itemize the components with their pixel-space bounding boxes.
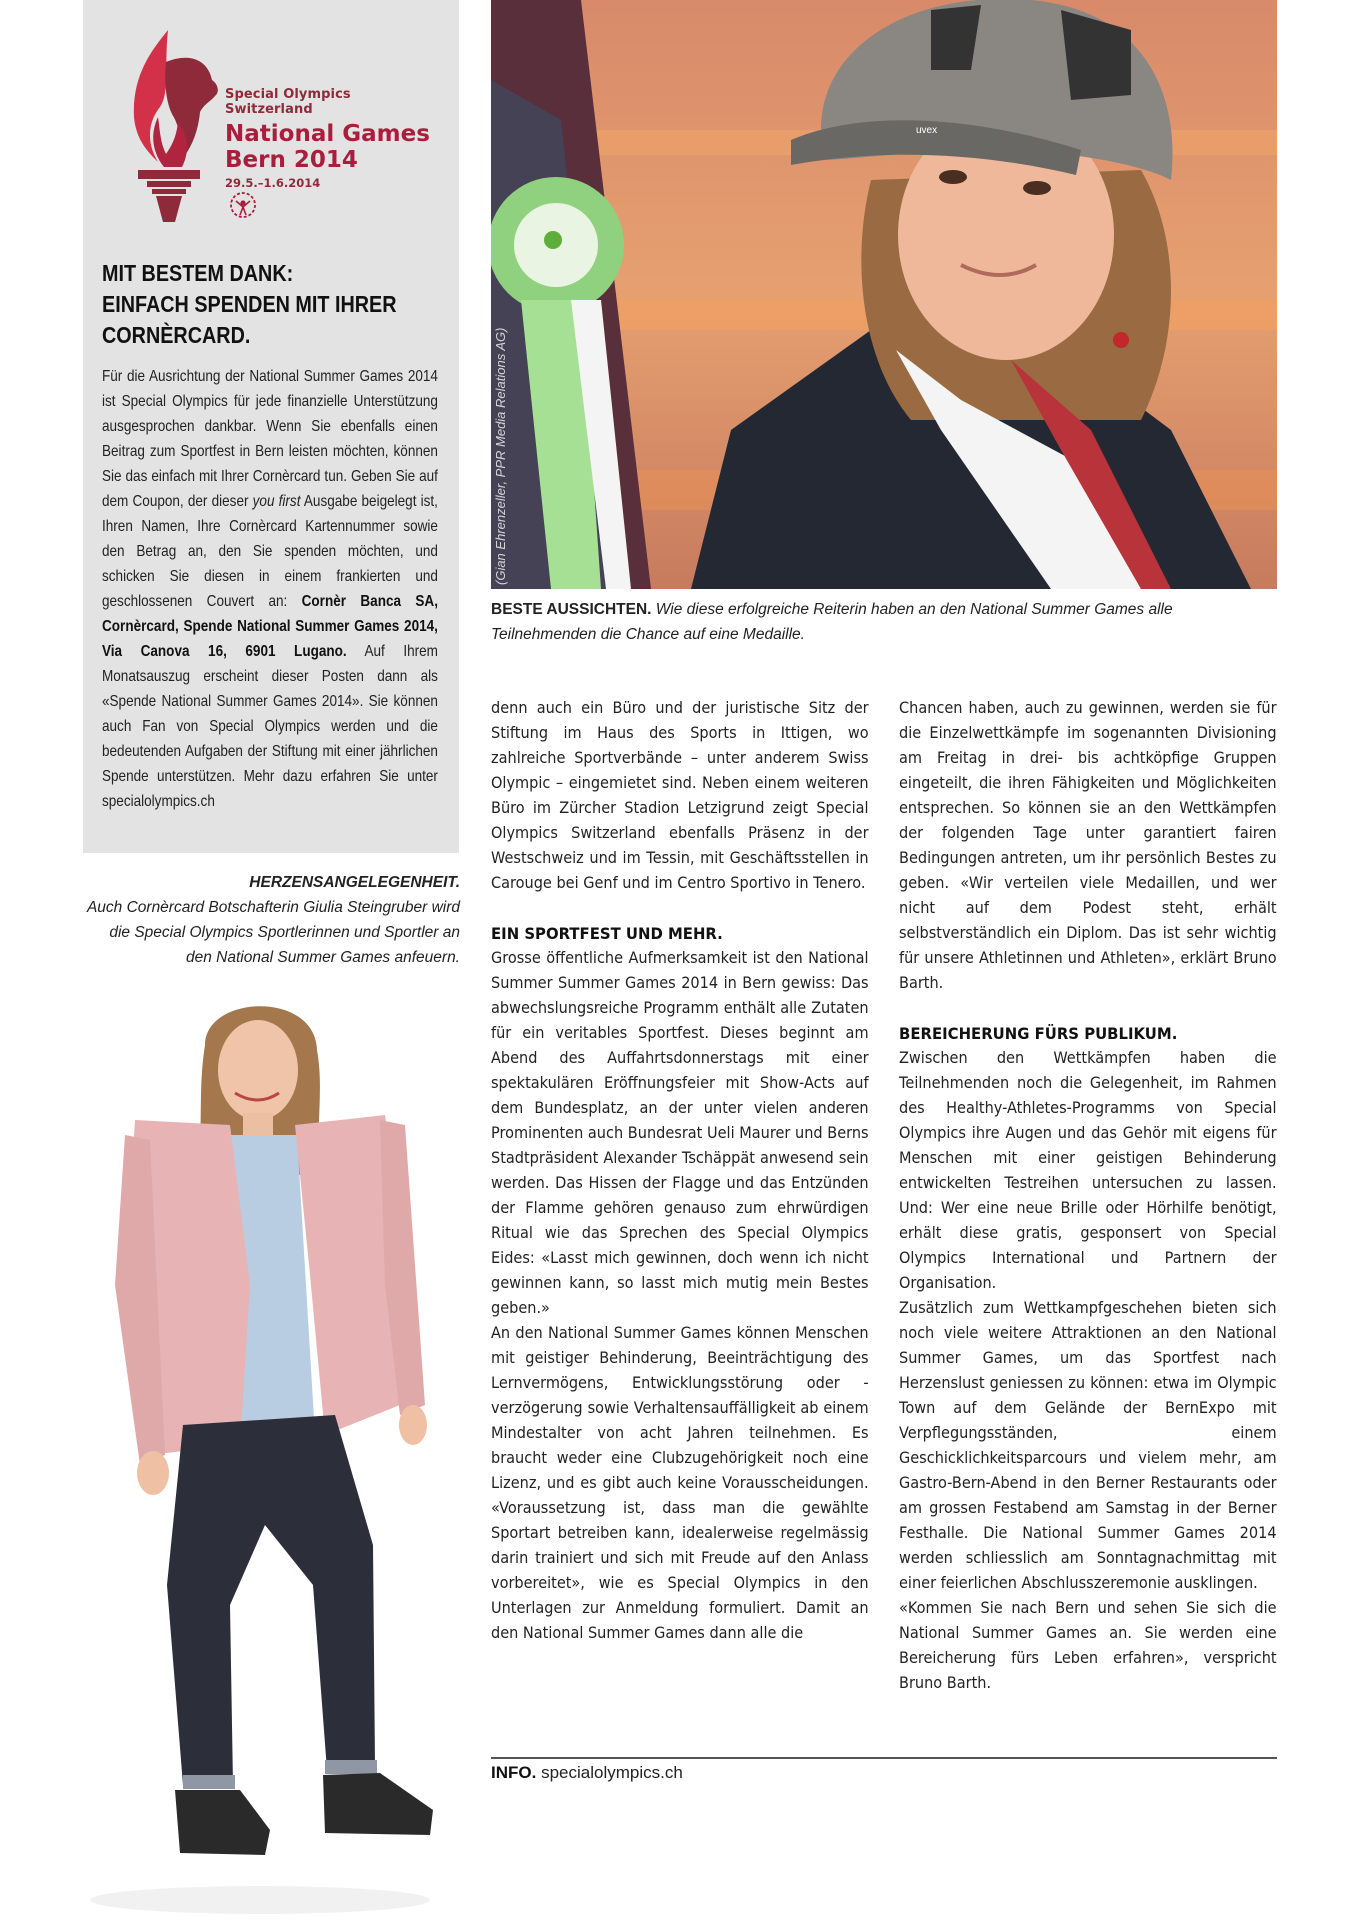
photo-credit: (Gian Ehrenzeller, PPR Media Relations AG) — [493, 327, 508, 585]
photo-caption — [491, 597, 1271, 647]
info-label: INFO. — [491, 1763, 537, 1782]
rider-photo — [491, 0, 1277, 589]
article-paragraph: Zusätzlich zum Wettkampfgeschehen bieten sich noch viele weitere Attraktionen an den National Summer Games, um das Sportfest nach Herzenslust geniessen zu können: etwa im Olympic Town auf dem Gelände der BernExpo mit Verpflegungsständen, einem Geschicklichkeitsparcours und vielem mehr, am Gastro-Bern-Abend in den Berner Restaurants oder am grossen Festabend am Samstag in der Berner Festhalle. Die National Summer Games 2014 werden schliesslich am Sonntagnachmittag mit einer feierlichen Abschlusszeremonie ausklingen. — [899, 1299, 1277, 1592]
logo-text — [225, 87, 440, 190]
portrait-caption-head: HERZENSANGELEGENHEIT. — [249, 874, 460, 891]
photo-caption-head: BESTE AUSSICHTEN. — [491, 601, 652, 618]
helmet-brand: uvex — [916, 125, 938, 136]
info-line — [491, 1760, 683, 1786]
sidebar-body-text: Für die Ausrichtung der National Summer Games 2014 ist Special Olympics für jede finanzielle Unterstützung ausgesprochen dankbar. Wenn Sie ebenfalls einen Beitrag zum Sportfest in Bern leisten möchten, können Sie das einfach mit Ihrer Cornèrcard tun. Geben Sie auf dem Coupon, der dieser — [102, 368, 438, 510]
logo-org: Special Olympics Switzerland — [225, 87, 351, 117]
portrait-caption-text: Auch Cornèrcard Botschafterin Giulia Steingruber wird die Special Olympics Sportlerinnen und Sportler an den National Summer Games anfeuern. — [86, 899, 460, 966]
sidebar-heading-line: CORNÈRCARD. — [102, 322, 251, 348]
logo-title-line1: National Games — [225, 121, 430, 147]
sidebar-body-text: Auf Ihrem Monatsauszug erscheint dieser Posten dann als «Spende National Summer Games 2014». Sie können auch Fan von Special Olympics werden und die bedeutenden Aufgaben der Stiftung mit einer jährlichen Spende unterstützen. Mehr dazu erfahren Sie unter specialolympics.ch — [102, 643, 438, 810]
article-column-2 — [899, 696, 1277, 1696]
special-olympics-mark-icon — [228, 190, 258, 220]
article-column-1 — [491, 696, 869, 1646]
article-paragraph: denn auch ein Büro und der juristische Sitz der Stiftung im Haus des Sports in Ittigen, wo zahlreiche Sportverbände – unter anderem Swiss Olympic – eingemietet sind. Neben einem weiteren Büro im Zürcher Stadion Letzigrund zeigt Special Olympics Switzerland ebenfalls Präsenz in der Westschweiz und im Tessin, mit Geschäftsstellen in Carouge bei Genf und im Centro Sportivo in Tenero. — [491, 699, 869, 892]
sidebar-body-text: Ausgabe beigelegt ist, Ihren Namen, Ihre Cornèrcard Kartennummer sowie den Betrag an, den Sie spenden möchten, und schicken Sie diesen in einem frankierten und geschlossenen Couvert an: — [102, 493, 438, 610]
logo-dates: 29.5.–1.6.2014 — [225, 176, 321, 190]
article-paragraph: Chancen haben, auch zu gewinnen, werden sie für die Einzelwettkämpfe im sogenannten Divisioning am Freitag in drei- bis achtköpfige Gruppen eingeteilt, die ihren Fähigkeiten und Möglichkeiten entsprechen. So können sie an den Wettkämpfen der folgenden Tage unter garantiert fairen Bedingungen antreten, um ihr persönlich Bestes zu geben. «Wir verteilen viele Medaillen, und wer nicht auf dem Podest steht, erhält selbstverständlich ein Diplom. Das ist sehr wichtig für unsere Athletinnen und Athleten», erklärt Bruno Barth. — [899, 699, 1277, 992]
sidebar-heading-line: EINFACH SPENDEN MIT IHRER — [102, 291, 397, 317]
national-games-logo — [120, 22, 440, 232]
info-divider — [491, 1757, 1277, 1759]
sidebar-heading-line: MIT BESTEM DANK: — [102, 260, 294, 286]
ambassador-portrait-image — [55, 985, 465, 1920]
portrait-caption — [80, 870, 460, 970]
article-paragraph: «Kommen Sie nach Bern und sehen Sie sich die National Summer Games an. Sie werden eine Bereicherung fürs Leben erfahren», verspricht Bruno Barth. — [899, 1599, 1277, 1692]
photo-caption-text: Wie diese erfolgreiche Reiterin haben an den National Summer Games alle Teilnehmenden die Chance auf eine Medaille. — [491, 601, 1173, 643]
article-paragraph: Zwischen den Wettkämpfen haben die Teilnehmenden noch die Gelegenheit, im Rahmen des Healthy-Athletes-Programms von Special Olympics ihre Augen und das Gehör mit eigens für Menschen mit einer geistigen Behinderung entwickelten Testreihen untersuchen zu lassen. Und: Wer eine neue Brille oder Hörhilfe benötigt, erhält diese gratis, gesponsert von Special Olympics International und Partnern der Organisation. — [899, 1049, 1277, 1292]
torch-bear-icon — [120, 22, 220, 222]
donation-address: Cornèr Banca SA, Cornèrcard, Spende National Summer Games 2014, Via Canova 16, 6901 Lugano. — [102, 593, 438, 660]
article-paragraph: Grosse öffentliche Aufmerksamkeit ist den National Summer Summer Games 2014 in Bern gewiss: Das abwechslungsreiche Programm enthält alle Zutaten für ein veritables Sportfest. Dieses beginnt am Abend des Auffahrtsdonnerstags mit einer spektakulären Eröffnungsfeier mit Show-Acts auf dem Bundesplatz, an der unter vielen anderen Prominenten auch Bundesrat Ueli Maurer und Berns Stadtpräsident Alexander Tschäppät anwesend sein werden. Das Hissen der Flagge und das Entzünden der Flamme gehören genauso zum ehrwürdigen Ritual wie das Sprechen des Special Olympics Eides: «Lasst mich gewinnen, doch wenn ich nicht gewinnen kann, so lasst mich mutig mein Bestes geben.» — [491, 949, 869, 1317]
sidebar-heading — [102, 258, 446, 351]
article-paragraph: An den National Summer Games können Menschen mit geistiger Behinderung, Beeinträchtigung des Lernvermögens, Entwicklungsstörung oder -verzögerung sowie Verhaltensauffälligkeit ab einem Mindestalter von acht Jahren teilnehmen. Es braucht weder eine Clubzugehörigkeit noch eine Lizenz, und es gibt auch keine Vorausscheidungen. «Voraussetzung ist, dass man die gewählte Sportart betreiben kann, idealerweise regelmässig darin trainiert und sich mit Freude auf den Anlass vorbereitet», wie es Special Olympics in den Unterlagen zur Anmeldung formuliert. Damit an den National Summer Games dann alle die — [491, 1324, 869, 1642]
info-link[interactable]: specialolympics.ch — [541, 1763, 683, 1782]
sidebar-body — [102, 364, 438, 814]
magazine-name: you first — [252, 493, 301, 510]
section-heading: BEREICHERUNG FÜRS PUBLIKUM. — [899, 1024, 1178, 1043]
rider-photo-image — [491, 0, 1277, 589]
section-heading: EIN SPORTFEST UND MEHR. — [491, 924, 723, 943]
logo-title-line2: Bern 2014 — [225, 147, 358, 173]
